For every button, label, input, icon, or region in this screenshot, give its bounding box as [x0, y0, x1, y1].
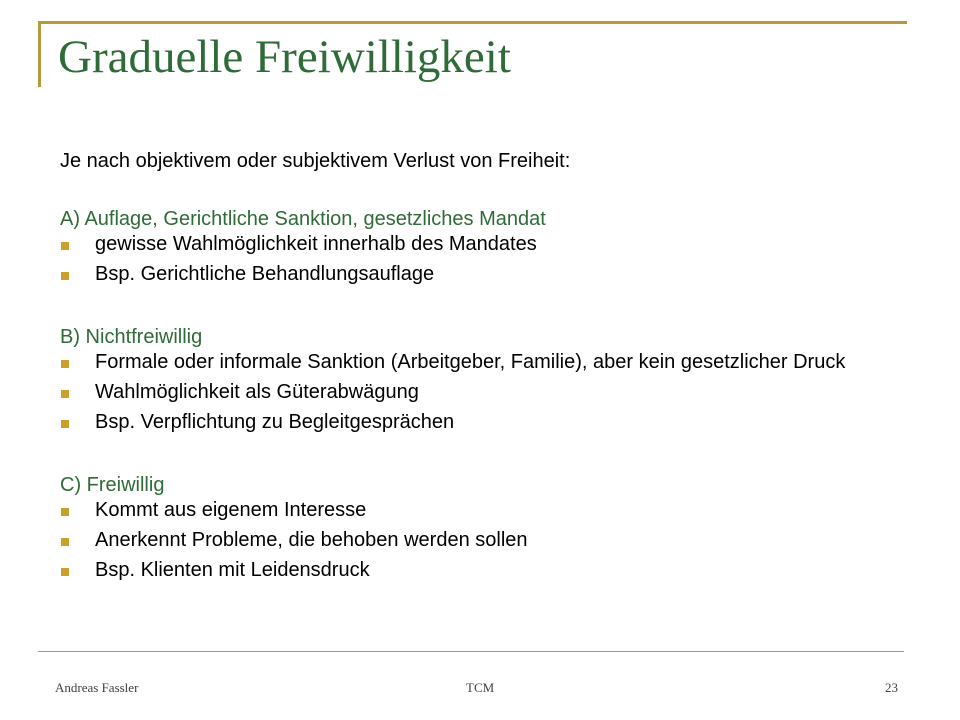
section-a-list: [60, 234, 880, 285]
list-item-text: Bsp. Klienten mit Leidensdruck: [95, 559, 370, 581]
list-item: [60, 500, 880, 521]
list-item: [60, 352, 880, 373]
list-item: [60, 530, 880, 551]
slide-body: [60, 148, 880, 590]
list-item-text: Formale oder informale Sanktion (Arbeitgeber, Familie), aber kein gesetzlicher Druck: [95, 351, 846, 373]
list-item-text: Kommt aus eigenem Interesse: [95, 499, 367, 521]
section-a-heading: A) Auflage, Gerichtliche Sanktion, gesetzliches Mandat: [60, 208, 546, 230]
list-item: [60, 264, 880, 285]
footer-divider: [38, 651, 904, 652]
list-item-text: gewisse Wahlmöglichkeit innerhalb des Mandates: [95, 233, 537, 255]
frame-top-line: [38, 21, 904, 24]
intro-text: Je nach objektivem oder subjektivem Verlust von Freiheit:: [60, 150, 571, 172]
section-c-heading: C) Freiwillig: [60, 474, 165, 496]
list-item-text: Bsp. Verpflichtung zu Begleitgesprächen: [95, 411, 455, 433]
square-bullet-icon: [61, 420, 69, 428]
frame-right-tick: [904, 21, 907, 24]
square-bullet-icon: [61, 390, 69, 398]
page-number: 23: [885, 680, 898, 695]
frame-left-line: [38, 21, 41, 87]
section-b-list: [60, 352, 880, 433]
list-item-text: Wahlmöglichkeit als Güterabwägung: [95, 381, 419, 403]
list-item: [60, 560, 880, 581]
footer-author: Andreas Fassler: [55, 680, 139, 695]
list-item-text: Bsp. Gerichtliche Behandlungsauflage: [95, 263, 435, 285]
square-bullet-icon: [61, 272, 69, 280]
square-bullet-icon: [61, 508, 69, 516]
section-c-list: [60, 500, 880, 581]
list-item-text: Anerkennt Probleme, die behoben werden sollen: [95, 529, 528, 551]
slide-title: Graduelle Freiwilligkeit: [58, 31, 511, 83]
list-item: [60, 382, 880, 403]
square-bullet-icon: [61, 360, 69, 368]
footer-center-label: TCM: [466, 680, 495, 695]
list-item: [60, 234, 880, 255]
section-b-heading: B) Nichtfreiwillig: [60, 326, 203, 348]
square-bullet-icon: [61, 568, 69, 576]
square-bullet-icon: [61, 538, 69, 546]
list-item: [60, 412, 880, 433]
square-bullet-icon: [61, 242, 69, 250]
